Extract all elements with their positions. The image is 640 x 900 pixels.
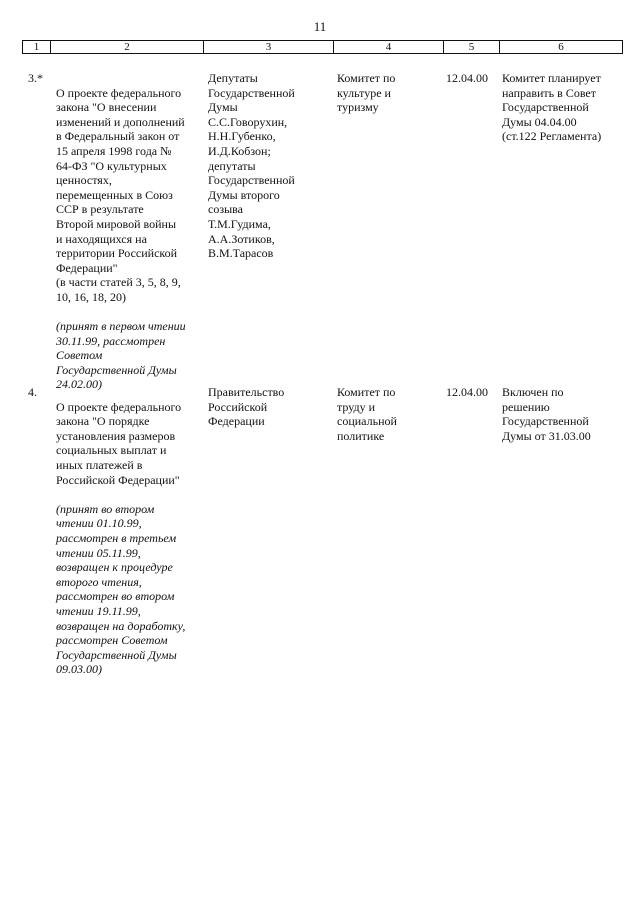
bill-title xyxy=(56,385,206,691)
planned-action: Включен по решению Государственной Думы от 31.03.00 xyxy=(502,385,591,443)
column-number-header xyxy=(22,40,623,54)
bill-title-text: О проекте федерального закона "О внесении изменений и дополнений в Федеральный закон от 15 апреля 1998 года № 64-ФЗ "О культурных ценностях, перемещенных в Союз ССР в результате Второй мировой войны и находящихся на территории Российской Федерации" (в части статей 3, 5, 8, 9, 10, 16, 18, 20) xyxy=(56,85,185,304)
responsible-committee: Комитет по культуре и туризму xyxy=(337,71,396,115)
row-number: 4. xyxy=(28,385,37,399)
page-number: 11 xyxy=(313,19,327,34)
column-header-1: 1 xyxy=(23,41,51,54)
bill-initiator: Правительство Российской Федерации xyxy=(208,385,285,429)
column-header-2: 2 xyxy=(51,41,204,54)
review-date: 12.04.00 xyxy=(446,385,488,399)
column-header-5: 5 xyxy=(444,41,500,54)
bill-title xyxy=(56,71,206,407)
bill-title-text: О проекте федерального закона "О порядке установления размеров социальных выплат и иных платежей в Российской Федерации" xyxy=(56,399,182,487)
review-date: 12.04.00 xyxy=(446,71,488,85)
column-header-3: 3 xyxy=(204,41,334,54)
bill-initiator: Депутаты Государственной Думы С.С.Говорухин, Н.Н.Губенко, И.Д.Кобзон; депутаты Государственной Думы второго созыва Т.М.Гудима, А.А.Зотиков, В.М.Тарасов xyxy=(208,71,295,261)
bill-status-note: (принят во втором чтении 01.10.99, рассмотрен в третьем чтении 05.11.99, возвращен к процедуре второго чтения, рассмотрен во втором чтении 19.11.99, возвращен на доработку, рассмотрен Советом Государственной Думы 09.03.00) xyxy=(56,501,186,677)
column-header-4: 4 xyxy=(334,41,444,54)
responsible-committee: Комитет по труду и социальной политике xyxy=(337,385,397,443)
column-header-6: 6 xyxy=(500,41,623,54)
planned-action: Комитет планирует направить в Совет Государственной Думы 04.04.00 (ст.122 Регламента) xyxy=(502,71,602,144)
row-number: 3.* xyxy=(28,71,43,85)
bill-status-note: (принят в первом чтении 30.11.99, рассмотрен Советом Государственной Думы 24.02.00) xyxy=(56,319,186,392)
